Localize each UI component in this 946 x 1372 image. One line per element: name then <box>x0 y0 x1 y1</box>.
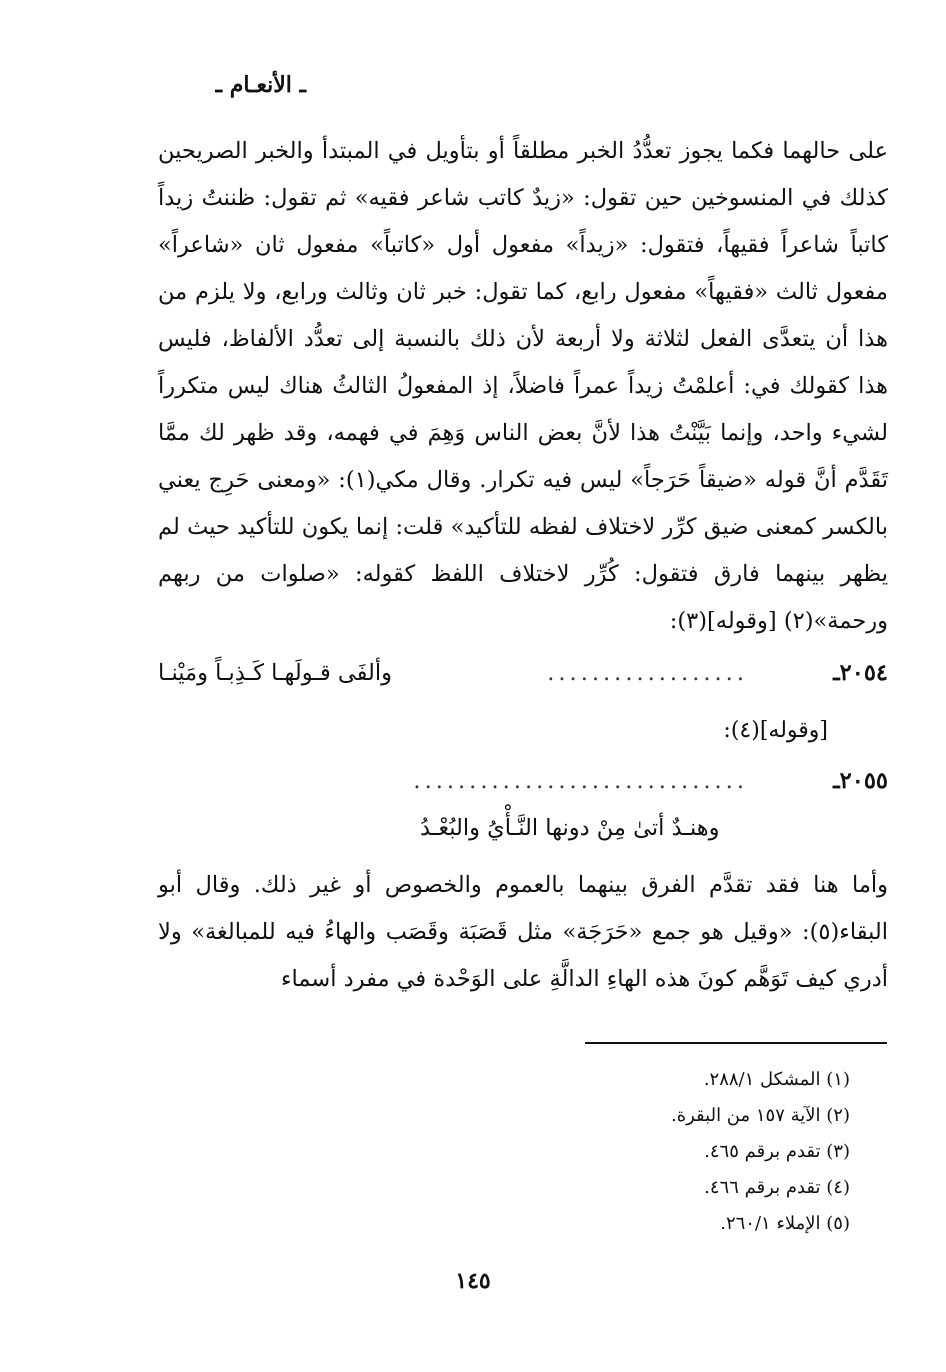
verse-ellipsis: .............................. <box>413 768 748 794</box>
verse-hemistich: وألفَى قـولَهـا كَـذِبـاً ومَيْنـا <box>158 660 392 686</box>
verse-intro: [وقوله](٤): <box>723 718 828 743</box>
verse-2054 <box>158 660 888 700</box>
paragraph-2: وأما هنا فقد تقدَّم الفرق بينهما بالعموم والخصوص أو غير ذلك. وقال أبو البقاء(٥): «وقيل هو جمع «حَرَجَة» مثل قَصَبَة وقَصَب والهاءُ فيه للمبالغة» ولا أدري كيف تَوَهَّم كونَ هذه الهاءِ الدالَّةِ على الوَحْدة في مفرد أسماء <box>158 872 888 992</box>
second-paragraph <box>158 862 888 1003</box>
verse-ellipsis: .................. <box>547 660 748 686</box>
footnote-5: (٥) الإملاء ٢٦٠/١. <box>720 1213 850 1234</box>
footnote-3: (٣) تقدم برقم ٤٦٥. <box>704 1141 850 1162</box>
footnote-1: (١) المشكل ٢٨٨/١. <box>703 1069 850 1090</box>
footnotes-list <box>430 1062 850 1242</box>
main-paragraph <box>158 128 888 645</box>
verse-hemistich: وهنـدٌ أتىٰ مِنْ دونها النَّـأْيُ والبُعْـدُ <box>420 815 720 841</box>
footnote-separator <box>585 1042 887 1044</box>
verse-number: ٢٠٥٥ـ <box>833 768 888 794</box>
running-header: ـ الأنعـام ـ <box>215 72 306 98</box>
page-number: ١٤٥ <box>455 1268 491 1294</box>
paragraph-1: على حالهما فكما يجوز تعدُّدُ الخبر مطلقاً أو بتأويل في المبتدأ والخبر الصريحين كذلك في المنسوخين حين تقول: «زيدٌ كاتب شاعر فقيه» ثم تقول: ظننتُ زيداً كاتباً شاعراً فقيهاً، فتقول: «زيداً» مفعول أول «كاتباً» مفعول ثان «شاعراً» مفعول ثالث «فقيهاً» مفعول رابع، كما تقول: خبر ثان وثالث ورابع، ولا يلزم من هذا أن يتعدَّى الفعل لثلاثة ولا أربعة لأن ذلك بالنسبة إلى تعدُّد الألفاظ، فليس هذا كقولك في: أعلمْتُ زيداً عمراً فاضلاً، إذ المفعولُ الثالثُ هناك ليس متكرراً لشيء واحد، وإنما بَيَّنْتُ هذا لأنَّ بعض الناس وَهِمَ في فهمه، وقد ظهر لك ممَّا تَقَدَّم أنَّ قوله «ضيقاً حَرَجاً» ليس فيه تكرار. وقال مكي(١): «ومعنى حَرِج يعني بالكسر كمعنى ضيق كرِّر لاختلاف لفظه للتأكيد» قلت: إنما يكون للتأكيد حيث لم يظهر بينهما فارق فتقول: كُرِّر لاختلاف اللفظ كقوله: «صلوات من ربهم ورحمة»(٢) [وقوله](٣): <box>158 138 888 634</box>
footnote-2: (٢) الآية ١٥٧ من البقرة. <box>670 1105 850 1126</box>
footnote-4: (٤) تقدم برقم ٤٦٦. <box>704 1177 850 1198</box>
verse-number: ٢٠٥٤ـ <box>833 660 888 686</box>
verse-2055 <box>158 768 888 808</box>
